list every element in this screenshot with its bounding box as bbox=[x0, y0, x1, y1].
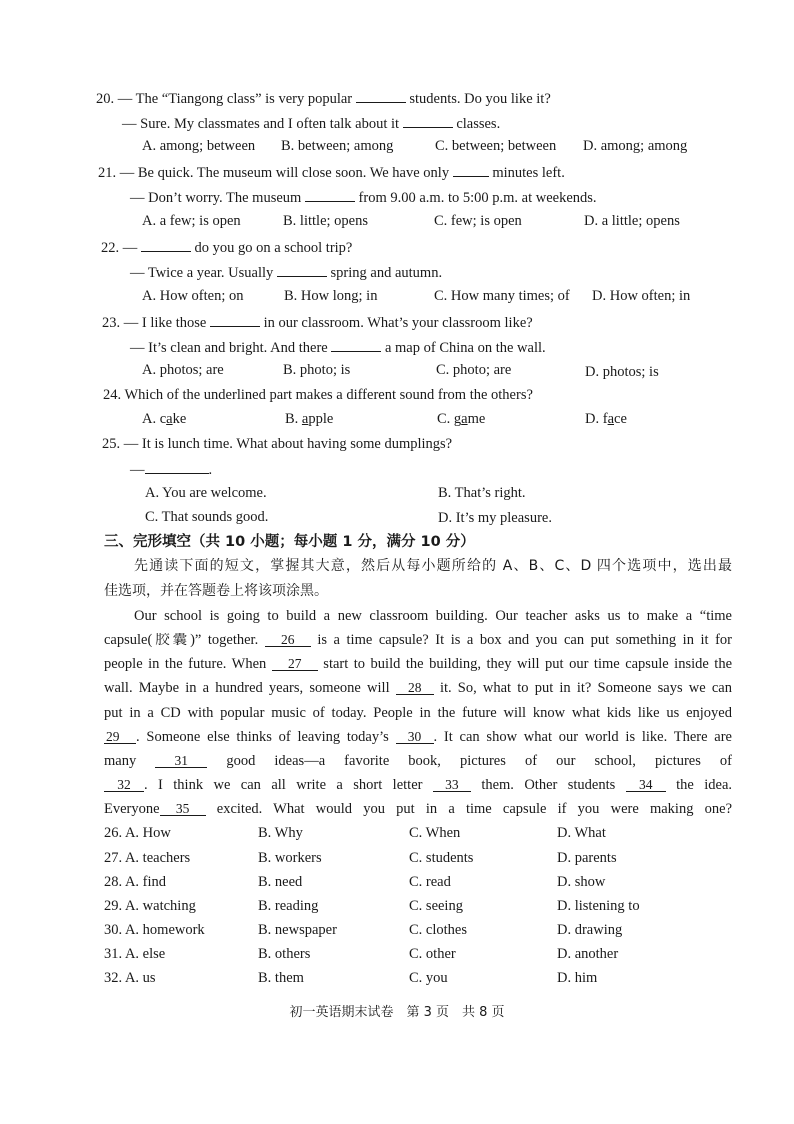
cloze-option-32-b: B. them bbox=[258, 970, 304, 986]
passage-line-5: put in a CD with popular music of today. People in the future will know what kids like us enjoyed bbox=[104, 706, 732, 721]
question-22-line-2 bbox=[130, 264, 442, 281]
question-text: 21. — Be quick. The museum will close soon. We have only bbox=[98, 165, 450, 181]
question-text: — Sure. My classmates and I often talk about it bbox=[122, 116, 400, 132]
cloze-option-30-d: D. drawing bbox=[557, 922, 623, 938]
passage-text: is a time capsule? It is a box and you can put something in it for bbox=[317, 633, 732, 648]
option-b: B. little; opens bbox=[283, 213, 368, 229]
question-text: 20. — The “Tiangong class” is very popular bbox=[96, 91, 353, 107]
option-d bbox=[585, 412, 627, 427]
answer-blank bbox=[356, 90, 406, 103]
cloze-option-30-a: 30. A. homework bbox=[104, 922, 205, 938]
option-c: C. How many times; of bbox=[434, 288, 570, 304]
cloze-option-28-c: C. read bbox=[409, 874, 451, 890]
passage-text: them. Other students bbox=[481, 778, 616, 793]
option-b: B. How long; in bbox=[284, 288, 378, 304]
option-c bbox=[437, 412, 485, 427]
question-21-line-2 bbox=[130, 189, 597, 206]
question-text: — Don’t worry. The museum bbox=[130, 190, 302, 206]
passage-line-2 bbox=[104, 633, 732, 649]
question-text: — Twice a year. Usually bbox=[130, 265, 274, 281]
option-label: A. bbox=[142, 411, 160, 427]
cloze-option-28-d: D. show bbox=[557, 874, 606, 890]
question-21-line-1 bbox=[98, 164, 565, 181]
cloze-option-28-b: B. need bbox=[258, 874, 303, 890]
cloze-blank-34: 34 bbox=[626, 779, 666, 792]
cloze-option-26-b: B. Why bbox=[258, 825, 303, 841]
answer-blank bbox=[453, 164, 489, 177]
cloze-option-27-c: C. students bbox=[409, 850, 474, 866]
question-22-line-1 bbox=[101, 239, 352, 256]
cloze-option-30-b: B. newspaper bbox=[258, 922, 337, 938]
cloze-blank-29: 29 bbox=[104, 731, 136, 744]
passage-text: . It can show what our world is like. There are bbox=[433, 730, 732, 745]
option-d: D. How often; in bbox=[592, 288, 691, 304]
cloze-option-32-c: C. you bbox=[409, 970, 448, 986]
cloze-option-31-a: 31. A. else bbox=[104, 946, 166, 962]
cloze-option-26-c: C. When bbox=[409, 825, 461, 841]
cloze-option-29-b: B. reading bbox=[258, 898, 319, 914]
word-part: g bbox=[453, 411, 462, 427]
answer-blank bbox=[145, 461, 209, 474]
answer-blank bbox=[331, 339, 381, 352]
section-instructions-line-2: 佳选项，并在答题卷上将该项涂黑。 bbox=[104, 583, 328, 599]
passage-line-7 bbox=[104, 754, 732, 770]
option-a: A. among; between bbox=[142, 138, 256, 154]
option-a: A. a few; is open bbox=[142, 213, 241, 229]
word-part: ke bbox=[172, 411, 187, 427]
question-text: minutes left. bbox=[492, 165, 565, 181]
word-part: f bbox=[602, 411, 608, 427]
section-heading: 三、完形填空（共 10 小题；每小题 1 分，满分 10 分） bbox=[104, 534, 475, 550]
option-a: A. How often; on bbox=[142, 288, 244, 304]
word-part: pple bbox=[308, 411, 334, 427]
question-24-line-1: 24. Which of the underlined part makes a different sound from the others? bbox=[103, 387, 533, 403]
page-footer: 初一英语期末试卷 第 3 页 共 8 页 bbox=[289, 1005, 505, 1020]
answer-blank bbox=[305, 189, 355, 202]
cloze-blank-35: 35 bbox=[160, 803, 206, 816]
question-text: 22. — bbox=[101, 240, 138, 256]
cloze-option-29-c: C. seeing bbox=[409, 898, 463, 914]
option-a: A. photos; are bbox=[142, 362, 224, 378]
cloze-blank-32: 32 bbox=[104, 779, 144, 792]
passage-line-9 bbox=[104, 802, 732, 818]
cloze-blank-30: 30 bbox=[396, 731, 434, 744]
cloze-option-32-a: 32. A. us bbox=[104, 970, 156, 986]
passage-line-6 bbox=[104, 730, 732, 746]
question-text: 23. — I like those bbox=[102, 315, 207, 331]
section-instructions-line-1: 先通读下面的短文，掌握其大意，然后从每小题所给的 A、B、C、D 四个选项中，选出最 bbox=[134, 558, 732, 574]
underlined-letter: a bbox=[607, 411, 615, 427]
passage-line-8 bbox=[104, 778, 732, 794]
question-25-line-2 bbox=[130, 461, 212, 478]
period: . bbox=[208, 462, 213, 478]
underlined-letter: a bbox=[461, 411, 468, 427]
option-b: B. That’s right. bbox=[438, 485, 526, 501]
option-b: B. photo; is bbox=[283, 362, 351, 378]
question-20-line-2 bbox=[122, 115, 500, 132]
passage-text: many bbox=[104, 754, 137, 769]
option-c: C. few; is open bbox=[434, 213, 522, 229]
option-label: B. bbox=[285, 411, 302, 427]
cloze-option-31-b: B. others bbox=[258, 946, 311, 962]
cloze-blank-33: 33 bbox=[433, 779, 471, 792]
answer-blank bbox=[277, 264, 327, 277]
question-text: a map of China on the wall. bbox=[384, 340, 546, 356]
cloze-option-31-d: D. another bbox=[557, 946, 619, 962]
question-25-line-1: 25. — It is lunch time. What about having some dumplings? bbox=[102, 436, 453, 452]
question-text: students. Do you like it? bbox=[409, 91, 551, 107]
option-c: C. between; between bbox=[435, 138, 557, 154]
cloze-option-32-d: D. him bbox=[557, 970, 598, 986]
option-a bbox=[142, 412, 186, 427]
passage-line-1: Our school is going to build a new classroom building. Our teacher asks us to make a “time bbox=[134, 609, 732, 624]
passage-text: wall. Maybe in a hundred years, someone will bbox=[104, 681, 390, 696]
word-part: ce bbox=[614, 411, 627, 427]
passage-text: . Someone else thinks of leaving today’s bbox=[136, 730, 389, 745]
underlined-letter: a bbox=[301, 411, 309, 427]
cloze-blank-27: 27 bbox=[272, 658, 318, 671]
question-text: in our classroom. What’s your classroom like? bbox=[263, 315, 533, 331]
question-20-line-1 bbox=[96, 90, 551, 107]
option-d: D. photos; is bbox=[585, 364, 659, 380]
cloze-option-29-d: D. listening to bbox=[557, 898, 640, 914]
option-a: A. You are welcome. bbox=[145, 485, 267, 501]
option-d: D. among; among bbox=[583, 138, 688, 154]
question-text: do you go on a school trip? bbox=[194, 240, 353, 256]
answer-blank bbox=[403, 115, 453, 128]
question-text: spring and autumn. bbox=[330, 265, 443, 281]
option-label: C. bbox=[437, 411, 454, 427]
cloze-option-28-a: 28. A. find bbox=[104, 874, 167, 890]
passage-text: the idea. bbox=[676, 778, 732, 793]
option-c: C. photo; are bbox=[436, 362, 512, 378]
cloze-option-26-a: 26. A. How bbox=[104, 825, 171, 841]
cloze-option-27-b: B. workers bbox=[258, 850, 322, 866]
passage-text: . I think we can all write a short letter bbox=[144, 778, 423, 793]
cloze-option-31-c: C. other bbox=[409, 946, 456, 962]
option-b: B. between; among bbox=[281, 138, 394, 154]
passage-text: start to build the building, they will put our time capsule inside the bbox=[323, 657, 732, 672]
passage-text: excited. What would you put in a time capsule if you were making one? bbox=[216, 802, 732, 817]
question-text: from 9.00 a.m. to 5:00 p.m. at weekends. bbox=[358, 190, 597, 206]
passage-text: people in the future. When bbox=[104, 657, 267, 672]
question-text: classes. bbox=[456, 116, 501, 132]
question-23-line-2 bbox=[130, 339, 546, 356]
cloze-blank-31: 31 bbox=[155, 755, 207, 768]
option-c: C. That sounds good. bbox=[145, 509, 269, 525]
passage-line-3 bbox=[104, 657, 732, 673]
option-label: D. bbox=[585, 411, 603, 427]
cloze-blank-28: 28 bbox=[396, 682, 434, 695]
option-d: D. It’s my pleasure. bbox=[438, 510, 552, 526]
option-d: D. a little; opens bbox=[584, 213, 680, 229]
question-23-line-1 bbox=[102, 314, 533, 331]
option-b bbox=[285, 412, 333, 427]
passage-text: capsule(胶囊)” together. bbox=[104, 633, 259, 648]
cloze-option-29-a: 29. A. watching bbox=[104, 898, 196, 914]
question-text: — It’s clean and bright. And there bbox=[130, 340, 328, 356]
passage-text: it. So, what to put in it? Someone says we can bbox=[439, 681, 732, 696]
cloze-option-27-a: 27. A. teachers bbox=[104, 850, 191, 866]
passage-text: good ideas—a favorite book, pictures of our school, pictures of bbox=[226, 754, 732, 769]
passage-line-4 bbox=[104, 681, 732, 697]
answer-blank bbox=[141, 239, 191, 252]
answer-blank bbox=[210, 314, 260, 327]
word-part: me bbox=[467, 411, 486, 427]
cloze-option-30-c: C. clothes bbox=[409, 922, 467, 938]
underlined-letter: a bbox=[166, 411, 173, 427]
cloze-option-26-d: D. What bbox=[557, 825, 606, 841]
cloze-blank-26: 26 bbox=[265, 634, 311, 647]
word-part: c bbox=[159, 411, 167, 427]
passage-text: Everyone bbox=[104, 802, 160, 817]
cloze-option-27-d: D. parents bbox=[557, 850, 617, 866]
dash: — bbox=[130, 462, 145, 478]
